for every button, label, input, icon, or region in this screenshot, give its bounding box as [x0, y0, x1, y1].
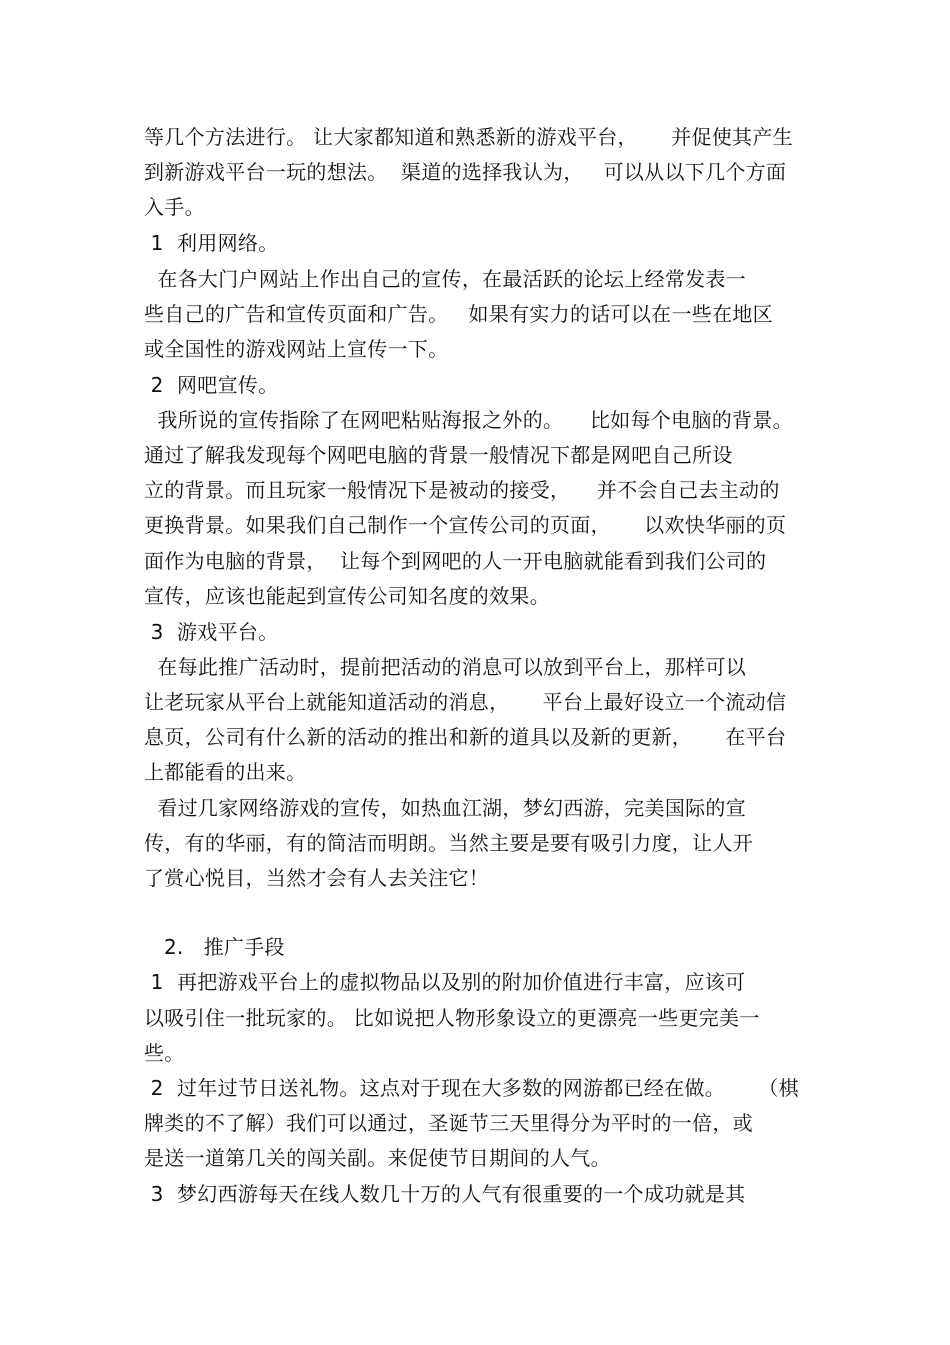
text-line: 以吸引住一批玩家的。 比如说把人物形象设立的更漂亮一些更完美一: [144, 1006, 760, 1030]
text-line: 牌类的不了解）我们可以通过，圣诞节三天里得分为平时的一倍，或: [144, 1111, 753, 1135]
text-line: 面作为电脑的背景， 让每个到网吧的人一开电脑就能看到我们公司的: [144, 549, 767, 573]
text-line: 2 过年过节日送礼物。这点对于现在大多数的网游都已经在做。 （棋: [144, 1076, 799, 1100]
text-line: 入手。: [144, 195, 205, 219]
text-line: 更换背景。如果我们自己制作一个宣传公司的页面， 以欢快华丽的页: [144, 513, 787, 537]
text-line: 些。: [144, 1041, 185, 1065]
text-line: 2 网吧宣传。: [144, 373, 279, 397]
text-line: 立的背景。而且玩家一般情况下是被动的接受， 并不会自己去主动的: [144, 478, 780, 502]
text-line: 在各大门户网站上作出自己的宣传，在最活跃的论坛上经常发表一: [144, 267, 747, 291]
text-line: 是送一道第几关的闯关副。来促使节日期间的人气。: [144, 1146, 611, 1170]
text-line: 1 再把游戏平台上的虚拟物品以及别的附加价值进行丰富，应该可: [144, 970, 746, 994]
section-heading: 2. 推广手段: [144, 935, 285, 959]
text-line: 让老玩家从平台上就能知道活动的消息， 平台上最好设立一个流动信: [144, 690, 787, 714]
text-line: 了赏心悦目，当然才会有人去关注它！: [144, 866, 490, 890]
text-line: 3 梦幻西游每天在线人数几十万的人气有很重要的一个成功就是其: [144, 1182, 746, 1206]
text-line: 3 游戏平台。: [144, 620, 279, 644]
text-line: 1 利用网络。: [144, 231, 279, 255]
text-line: 传，有的华丽，有的简洁而明朗。当然主要是要有吸引力度，让人开: [144, 831, 753, 855]
text-line: 息页，公司有什么新的活动的推出和新的道具以及新的更新， 在平台: [144, 725, 787, 749]
text-line: 到新游戏平台一玩的想法。 渠道的选择我认为， 可以从以下几个方面: [144, 160, 787, 184]
text-line: 宣传，应该也能起到宣传公司知名度的效果。: [144, 584, 550, 608]
text-line: 上都能看的出来。: [144, 760, 307, 784]
text-line: 看过几家网络游戏的宣传，如热血江湖，梦幻西游，完美国际的宣: [144, 796, 747, 820]
text-line: 些自己的广告和宣传页面和广告。 如果有实力的话可以在一些在地区: [144, 302, 773, 326]
text-line: 在每此推广活动时，提前把活动的消息可以放到平台上，那样可以: [144, 655, 747, 679]
text-line: 或全国性的游戏网站上宣传一下。: [144, 337, 449, 361]
text-line: 我所说的宣传指除了在网吧粘贴海报之外的。 比如每个电脑的背景。: [144, 408, 793, 432]
text-line: 等几个方法进行。 让大家都知道和熟悉新的游戏平台， 并促使其产生: [144, 125, 793, 149]
text-line: 通过了解我发现每个网吧电脑的背景一般情况下都是网吧自己所设: [144, 443, 733, 467]
